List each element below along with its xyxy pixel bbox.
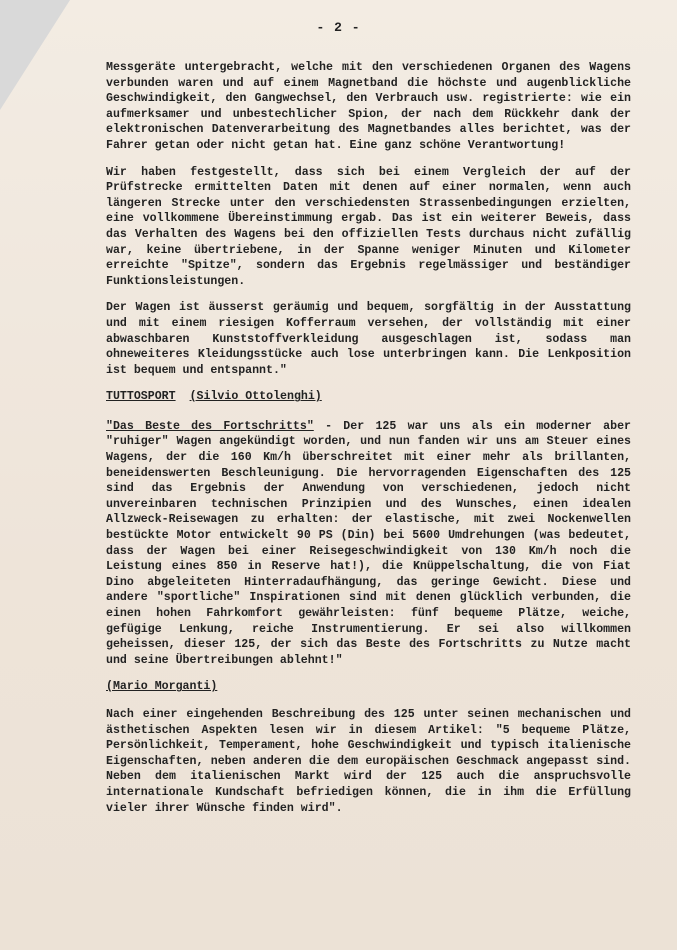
morganti-article: Nach einer eingehenden Beschreibung des 125 unter seinen mechanischen und ästhetischen Aspekten lesen wir in diesem Artikel: "5 bequeme Plätze, Persönlichkeit, Temperament, hohe Geschwindigkeit und typisch italienische Eigenschaften, neben anderen die dem europäischen Geschmack angepasst sind. Neben dem italienischen Markt wird der 125 auch die anspruchsvolle internationale Kundschaft befriedigen können, die in ihm die Erfüllung vieler ihrer Wünsche finden wird". bbox=[106, 707, 631, 815]
morganti-heading bbox=[106, 679, 631, 695]
paragraph-test-comparison: Wir haben festgestellt, dass sich bei einem Vergleich der auf der Prüfstrecke ermittelten Daten mit denen auf einer normalen, wenn auch längeren Strecke unter den verschiedensten Strassenbedingungen erzielten, eine vollkommene Übereinstimmung ergab. Das ist ein weiterer Beweis, dass das Verhalten des Wagens bei den offiziellen Tests durchaus nicht zufällig war, keine übertriebene, in der Spanne weniger Minuten und Kilometer erreichte "Spitze", sondern das Ergebnis regelmässiger und beständiger Funktionsleistungen. bbox=[106, 165, 631, 288]
page-number: - 2 - bbox=[316, 20, 361, 35]
article-quote-title: "Das Beste des Fortschritts" bbox=[106, 419, 314, 433]
folded-corner bbox=[0, 0, 70, 110]
paragraph-measuring-devices: Messgeräte untergebracht, welche mit den verschiedenen Organen des Wagens verbunden waren und auf einem Magnetband die höchste und augenblickliche Geschwindigkeit, den Gangwechsel, den Verbrauch usw. registrierte: wie ein aufmerksamer und unbestechlicher Spion, der nach dem Rückkehr dank der elektronischen Datenverarbeitung des Magnetbandes alles berichtet, was der Fahrer getan oder nicht getan hat. Eine ganz schöne Verantwortung! bbox=[106, 61, 631, 152]
article-body: - Der 125 war uns als ein moderner aber "ruhiger" Wagen angekündigt worden, und nun fanden wir uns am Steuer eines Wagens, der die 160 Km/h überschreitet mit einer mehr als brillanten, beneidenswerten Beschleunigung. Die hervorragenden Eigenschaften des 125 sind das Ergebnis der Anwendung von verschiedenen, jedoch nicht unvereinbaren technischen Prinzipien und des Wunsches, einen idealen Allzweck-Reisewagen zu erhalten: der elastische, mit zwei Nockenwellen bestückte Motor entwickelt 90 PS (Din) bei 5600 Umdrehungen (was bedeutet, dass der Wagen bei einer Reisegeschwindigkeit von 130 Km/h noch die Leistung eines 850 in Reserve hat!), die Knüppelschaltung, die von Fiat Dino abgeleiteten Hinterradaufhängung, das geringe Gewicht. Diese und andere "sportliche" Inspirationen sind mit denen glücklich verbunden, die einen hohen Fahrkomfort gewährleisten: fünf bequeme Plätze, weiche, gefügige Lenkung, reiche Instrumentierung. Er sei also willkommen geheissen, dieser 125, der sich das Beste des Fortschritts zu Nutze macht und seine Übertreibungen ablehnt!" bbox=[106, 419, 631, 667]
author-name: (Silvio Ottolenghi) bbox=[189, 390, 322, 404]
paragraph-interior: Der Wagen ist äusserst geräumig und bequem, sorgfältig in der Ausstattung und mit einem riesigen Kofferraum versehen, der vollständig mit einer abwaschbaren Kunststoffverkleidung ausgeschlagen ist, sodass man ohneweiteres Kleidungsstücke auch lose unterbringen kann. Die Lenkposition ist bequem und entspannt." bbox=[106, 301, 631, 377]
tuttosport-article bbox=[106, 419, 631, 669]
document-body bbox=[106, 60, 631, 827]
publication-name: TUTTOSPORT bbox=[106, 390, 176, 404]
tuttosport-heading bbox=[106, 389, 631, 405]
author-name: (Mario Morganti) bbox=[106, 680, 218, 694]
